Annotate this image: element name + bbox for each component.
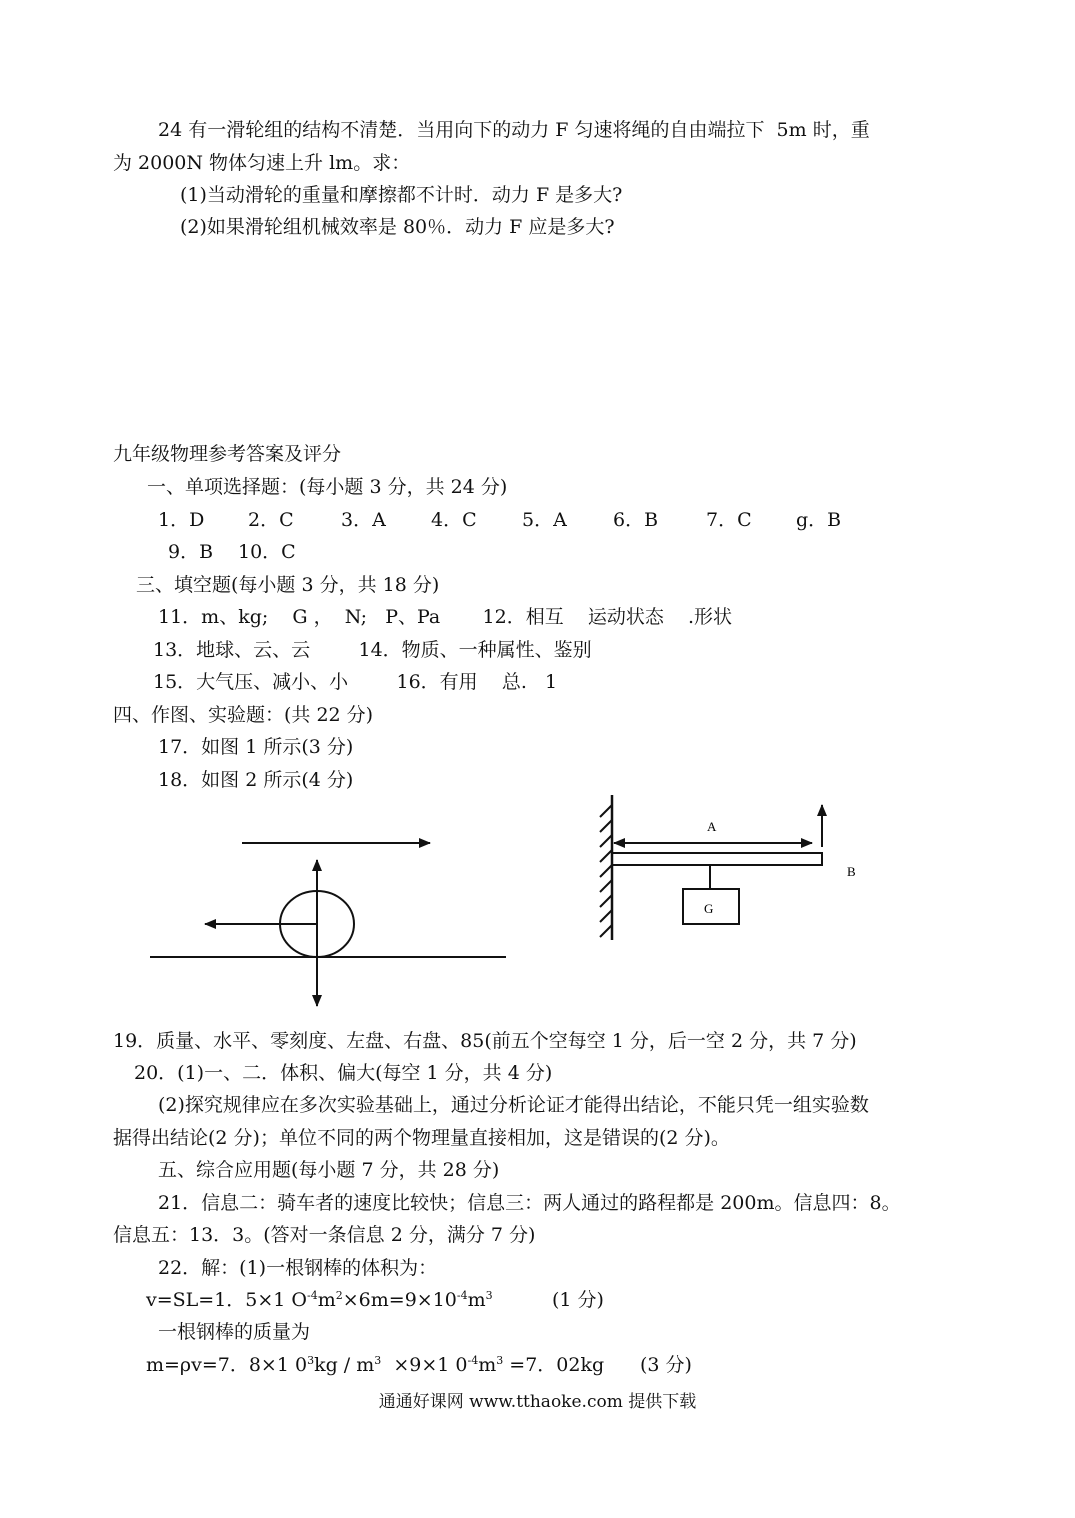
answer-22-volume-score: (1 分) [552, 1289, 604, 1311]
answer-22-mass-score: (3 分) [640, 1354, 692, 1376]
section-3-heading: 三、填空题(每小题 3 分，共 18 分) [136, 574, 440, 596]
mc-answer: 6．B [613, 509, 659, 531]
label-a: A [707, 819, 717, 834]
answer-21-line-1: 21．信息二：骑车者的速度比较快；信息三：两人通过的路程都是 200m。信息四：8。 [158, 1192, 901, 1214]
mc-answer: 9．B [168, 541, 214, 563]
section-5-heading: 五、综合应用题(每小题 7 分，共 28 分) [158, 1159, 500, 1181]
section-1-heading: 一、单项选择题：(每小题 3 分，共 24 分) [147, 476, 508, 498]
mc-answer: g．B [796, 509, 842, 531]
answer-22-mass-intro: 一根钢棒的质量为 [158, 1321, 311, 1343]
answer-17: 17．如图 1 所示(3 分) [158, 736, 354, 758]
label-b: B [847, 864, 856, 879]
problem-24-question-1: (1)当动滑轮的重量和摩擦都不计时．动力 F 是多大? [180, 184, 623, 206]
answer-11-12: 11．m、kg; G ， N; P、Pa 12．相互 运动状态 .形状 [158, 606, 733, 628]
lever-bar [612, 853, 822, 865]
section-4-heading: 四、作图、实验题：(共 22 分) [113, 704, 374, 726]
answer-19: 19．质量、水平、零刻度、左盘、右盘、85(前五个空每空 1 分，后一空 2 分，共 7 分) [113, 1030, 857, 1052]
answer-15-16: 15．大气压、减小、小 16．有用 总. 1 [153, 671, 558, 693]
figure-2-lever-diagram [590, 795, 870, 945]
answer-20-part-2-line-2: 据得出结论(2 分)；单位不同的两个物理量直接相加，这是错误的(2 分)。 [113, 1127, 730, 1149]
mc-answer: 5．A [522, 509, 567, 531]
answer-20-part-1: 20．(1)一、二．体积、偏大(每空 1 分，共 4 分) [134, 1062, 553, 1084]
answer-22-volume-formula: v=SL=1．5×1 $O^{-4}m^2\times 6m=9\times 10^{-4}m^3$ [146, 1289, 493, 1311]
problem-24-line-1: 24 有一滑轮组的结构不清楚．当用向下的动力 F 匀速将绳的自由端拉下 5m 时，重 [158, 119, 870, 141]
mc-answer: 2．C [248, 509, 294, 531]
mc-answer: 4．C [431, 509, 477, 531]
answer-title: 九年级物理参考答案及评分 [113, 443, 342, 465]
mc-answer: 1．D [158, 509, 205, 531]
wall [600, 795, 612, 940]
answer-20-part-2-line-1: (2)探究规律应在多次实验基础上，通过分析论证才能得出结论，不能只凭一组实验数 [158, 1094, 869, 1116]
answer-22-mass-formula: m=ρv=7．8×1 $0^3kg / m^3 \times 9\times 1$ $0^{-4}m^3 =7$．02kg [146, 1354, 605, 1376]
problem-24-line-2: 为 2000N 物体匀速上升 lm。求： [113, 152, 411, 174]
footer-credit: 通通好课网 www.tthaoke.com 提供下载 [378, 1392, 697, 1412]
answer-13-14: 13．地球、云、云 14．物质、一种属性、鉴别 [153, 639, 592, 661]
mc-answer: 7．C [706, 509, 752, 531]
mc-answer: 10．C [238, 541, 296, 563]
answer-18: 18．如图 2 所示(4 分) [158, 769, 354, 791]
mc-answer: 3．A [341, 509, 386, 531]
figure-1-force-diagram [140, 820, 520, 1020]
answer-22-intro: 22．解：(1)一根钢棒的体积为： [158, 1257, 438, 1279]
label-g: G [704, 901, 714, 916]
answer-21-line-2: 信息五：13．3。(答对一条信息 2 分，满分 7 分) [113, 1224, 536, 1246]
problem-24-question-2: (2)如果滑轮组机械效率是 80％．动力 F 应是多大? [180, 216, 615, 238]
